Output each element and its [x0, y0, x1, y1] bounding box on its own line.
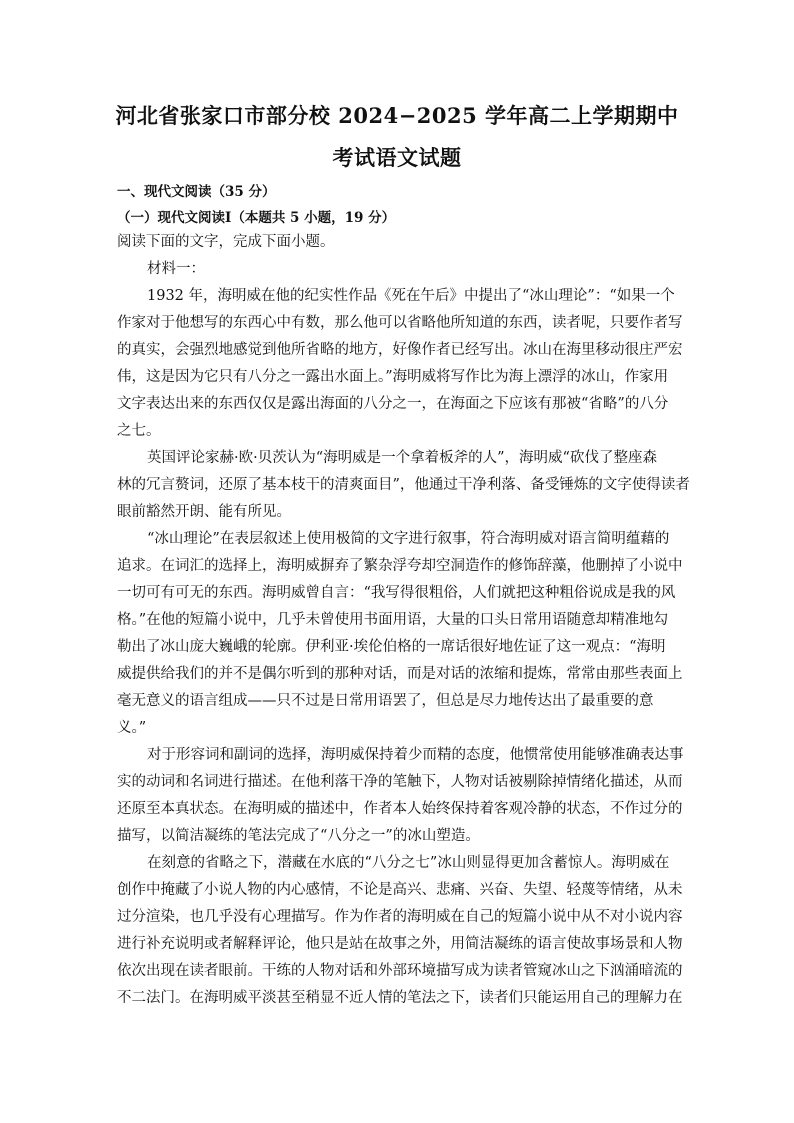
paragraph-3-line: “冰山理论”在表层叙述上使用极简的文字进行叙事，符合海明威对语言简明蕴藉的	[147, 531, 670, 547]
paragraph-3-line: 毫无意义的语言组成——只不过是日常用语罢了，但总是尽力地传达出了最重要的意	[117, 693, 654, 709]
paragraph-4-line: 还原至本真状态。在海明威的描述中，作者本人始终保持着客观冷静的状态，不作过分的	[117, 801, 683, 817]
section-heading: 一、现代文阅读（35 分）	[117, 184, 276, 200]
paragraph-3-line: 威提供给我们的并不是偶尔听到的那种对话，而是对话的浓缩和提炼，常常由那些表面上	[117, 666, 683, 682]
paragraph-5-line: 依次出现在读者眼前。干练的人物对话和外部环境描写成为读者管窥冰山之下汹涌暗流的	[117, 963, 683, 979]
paragraph-3-line: 义。”	[117, 720, 147, 736]
paragraph-2-line: 英国评论家赫·欧·贝茨认为“海明威是一个拿着板斧的人”，海明威“砍伐了整座森	[147, 450, 657, 466]
paragraph-2-line: 林的冗言赘词，还原了基本枝干的清爽面目”，他通过干净利落、备受锤炼的文字使得读者	[117, 477, 690, 493]
paragraph-2-line: 眼前豁然开朗、能有所见。	[117, 504, 291, 520]
paragraph-5-line: 不二法门。在海明威平淡甚至稍显不近人情的笔法之下，读者们只能运用自己的理解力在	[117, 990, 683, 1006]
instruction-text: 阅读下面的文字，完成下面小题。	[117, 234, 335, 250]
paragraph-1-line: 作家对于他想写的东西心中有数，那么他可以省略他所知道的东西，读者呢，只要作者写	[117, 315, 683, 331]
paragraph-1-line: 1932 年，海明威在他的纪实性作品《死在午后》中提出了“冰山理论”：“如果一个	[147, 288, 675, 304]
paragraph-5-line: 在刻意的省略之下，潜藏在水底的“八分之七”冰山则显得更加含蓄惊人。海明威在	[147, 855, 670, 871]
paragraph-1-line: 文字表达出来的东西仅仅是露出海面的八分之一，在海面之下应该有那被“省略”的八分	[117, 396, 669, 412]
paragraph-4-line: 描写，以简洁凝练的笔法完成了“八分之一”的冰山塑造。	[117, 828, 480, 844]
paragraph-3-line: 勒出了冰山庞大巍峨的轮廓。伊利亚·埃伦伯格的一席话很好地佐证了这一观点：“海明	[117, 639, 666, 655]
paragraph-1-line: 的真实，会强烈地感觉到他所省略的地方，好像作者已经写出。冰山在海里移动很庄严宏	[117, 342, 683, 358]
paragraph-4-line: 实的动词和名词进行描述。在他利落干净的笔触下，人物对话被剔除掉情绪化描述，从而	[117, 774, 683, 790]
section-subheading: （一）现代文阅读Ⅰ（本题共 5 小题，19 分）	[117, 210, 396, 226]
paragraph-3-line: 追求。在词汇的选择上，海明威摒弃了繁杂浮夸却空洞造作的修饰辞藻，他删掉了小说中	[117, 558, 683, 574]
document-title-line-1: 河北省张家口市部分校 2024−2025 学年高二上学期期中	[115, 103, 679, 128]
paragraph-4-line: 对于形容词和副词的选择，海明威保持着少而精的态度，他惯常使用能够准确表达事	[147, 747, 684, 763]
paragraph-1-line: 之七。	[117, 423, 161, 439]
material-label: 材料一：	[147, 261, 205, 277]
paragraph-5-line: 创作中掩藏了小说人物的内心感情，不论是高兴、悲痛、兴奋、失望、轻蔑等情绪，从未	[117, 882, 683, 898]
document-title-line-2: 考试语文试题	[332, 145, 462, 170]
paragraph-3-line: 格。”在他的短篇小说中，几乎未曾使用书面用语，大量的口头日常用语随意却精准地勾	[117, 612, 669, 628]
paragraph-5-line: 进行补充说明或者解释评论，他只是站在故事之外，用简洁凝练的语言使故事场景和人物	[117, 936, 683, 952]
paragraph-3-line: 一切可有可无的东西。海明威曾自言：“我写得很粗俗，人们就把这种粗俗说成是我的风	[117, 585, 676, 601]
paragraph-1-line: 伟，这是因为它只有八分之一露出水面上。”海明威将写作比为海上漂浮的冰山，作家用	[117, 369, 669, 385]
paragraph-5-line: 过分渲染，也几乎没有心理描写。作为作者的海明威在自己的短篇小说中从不对小说内容	[117, 909, 683, 925]
